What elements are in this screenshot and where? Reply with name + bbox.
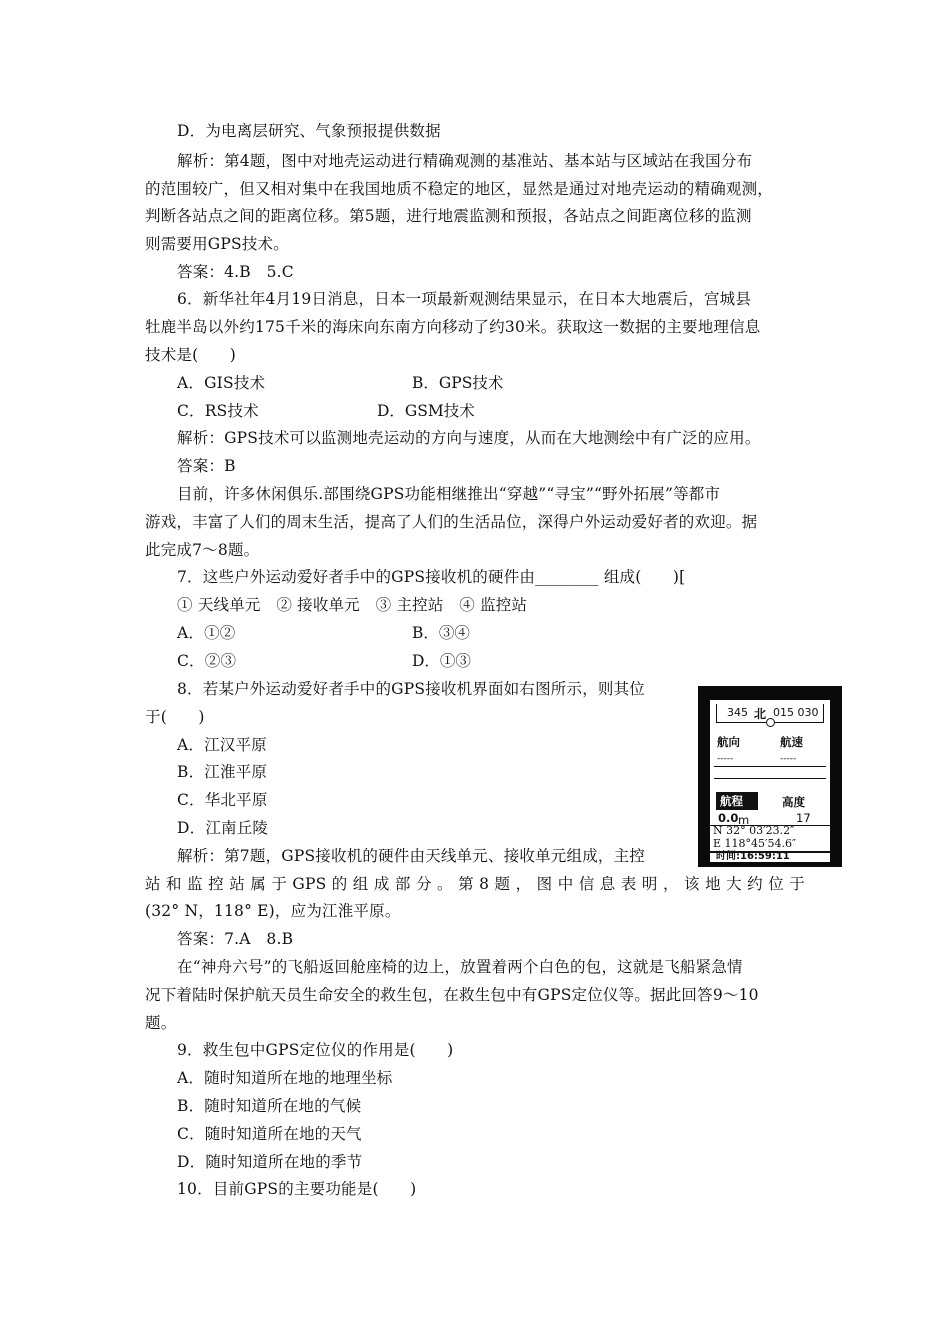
option-a: A．江汉平原 — [177, 736, 267, 754]
gps-receiver-figure — [698, 686, 842, 867]
heading-label: 航向 — [717, 735, 740, 749]
analysis-line: (32° N，118° E)，应为江淮平原。 — [145, 902, 401, 920]
speed-value: ----- — [780, 754, 797, 764]
answer-line: 答案：4.B 5.C — [177, 263, 294, 281]
option-a: A．①② — [177, 624, 236, 642]
option-d: D．GSM技术 — [377, 402, 475, 420]
option-c: C．随时知道所在地的天气 — [177, 1125, 362, 1143]
question-line: 6．新华社年4月19日消息，日本一项最新观测结果显示，在日本大地震后，宫城县 — [177, 290, 752, 308]
passage-line: 在“神舟六号”的飞船返回舱座椅的边上，放置着两个白色的包，这就是飞船紧急情 — [177, 958, 743, 976]
answer-line: 答案：7.A 8.B — [177, 930, 294, 948]
analysis-line: 解析：GPS技术可以监测地壳运动的方向与速度，从而在大地测绘中有广泛的应用。 — [177, 429, 761, 447]
trip-unit: m — [738, 813, 750, 827]
choice-items-line: ① 天线单元 ② 接收单元 ③ 主控站 ④ 监控站 — [177, 596, 528, 614]
question-line: 牡鹿半岛以外约175千米的海床向东南方向移动了约30米。获取这一数据的主要地理信息 — [145, 318, 761, 336]
answer-line: 答案：B — [177, 457, 236, 475]
time-readout: 时间:16:59:11 — [716, 851, 790, 862]
question-line: 7．这些户外运动爱好者手中的GPS接收机的硬件由________ 组成( )[ — [177, 568, 686, 586]
altitude-value: 17 — [796, 811, 811, 825]
passage-line: 此完成7～8题。 — [145, 541, 260, 559]
altitude-label: 高度 — [782, 795, 805, 809]
heading-value: ----- — [717, 754, 734, 764]
trip-value: 0.0 — [718, 811, 739, 825]
analysis-line: 解析：第7题，GPS接收机的硬件由天线单元、接收单元组成，主控 — [177, 847, 645, 865]
compass-left-value: 345 — [727, 706, 748, 719]
option-d: D．随时知道所在地的季节 — [177, 1153, 363, 1171]
option-d: D．①③ — [412, 652, 471, 670]
gps-screen — [710, 700, 830, 862]
analysis-line: 则需要用GPS技术。 — [145, 235, 289, 253]
option-b: B．GPS技术 — [412, 374, 504, 392]
compass-pointer-icon — [766, 718, 775, 727]
passage-line: 况下着陆时保护航天员生命安全的救生包，在救生包中有GPS定位仪等。据此回答9～10 — [145, 986, 759, 1004]
latitude: N 32° 03′23.2″ — [713, 824, 795, 837]
passage-line: 题。 — [145, 1014, 177, 1032]
question-line: 10．目前GPS的主要功能是( ) — [177, 1180, 417, 1198]
analysis-line: 解析：第4题，图中对地壳运动进行精确观测的基准站、基本站与区域站在我国分布 — [177, 152, 753, 170]
passage-line: 游戏，丰富了人们的周末生活，提高了人们的生活品位，深得户外运动爱好者的欢迎。据 — [145, 513, 758, 531]
analysis-line: 判断各站点之间的距离位移。第5题，进行地震监测和预报，各站点之间距离位移的监测 — [145, 207, 752, 225]
compass-north-label: 北 — [754, 707, 767, 721]
question-line: 9．救生包中GPS定位仪的作用是( ) — [177, 1041, 454, 1059]
passage-line: 目前，许多休闲俱乐.部围绕GPS功能相继推出“穿越”“寻宝”“野外拓展”等都市 — [177, 485, 721, 503]
option-b: B．③④ — [412, 624, 470, 642]
analysis-line: 的范围较广，但又相对集中在我国地质不稳定的地区，显然是通过对地壳运动的精确观测， — [145, 180, 774, 198]
longitude: E 118°45′54.6″ — [713, 837, 797, 850]
option-c: C．华北平原 — [177, 791, 268, 809]
analysis-line: 站和监控站属于GPS的组成部分。第8题，图中信息表明，该地大约位于 — [145, 875, 805, 893]
question-line: 8．若某户外运动爱好者手中的GPS接收机界面如右图所示，则其位 — [177, 680, 645, 698]
trip-label: 航程 — [720, 794, 743, 808]
option-b: B．随时知道所在地的气候 — [177, 1097, 362, 1115]
option-a: A．随时知道所在地的地理坐标 — [177, 1069, 393, 1087]
divider — [714, 766, 826, 767]
option-c: C．RS技术 — [177, 402, 259, 420]
option-c: C．②③ — [177, 652, 237, 670]
question-line: 于( ) — [145, 708, 205, 726]
compass-right-values: 015 030 — [773, 706, 819, 719]
speed-label: 航速 — [780, 735, 803, 749]
divider — [714, 778, 826, 779]
question-line: 技术是( ) — [145, 346, 236, 364]
option-d-line: D．为电离层研究、气象预报提供数据 — [177, 122, 441, 140]
option-a: A．GIS技术 — [177, 374, 266, 392]
option-d: D．江南丘陵 — [177, 819, 269, 837]
option-b: B．江淮平原 — [177, 763, 268, 781]
